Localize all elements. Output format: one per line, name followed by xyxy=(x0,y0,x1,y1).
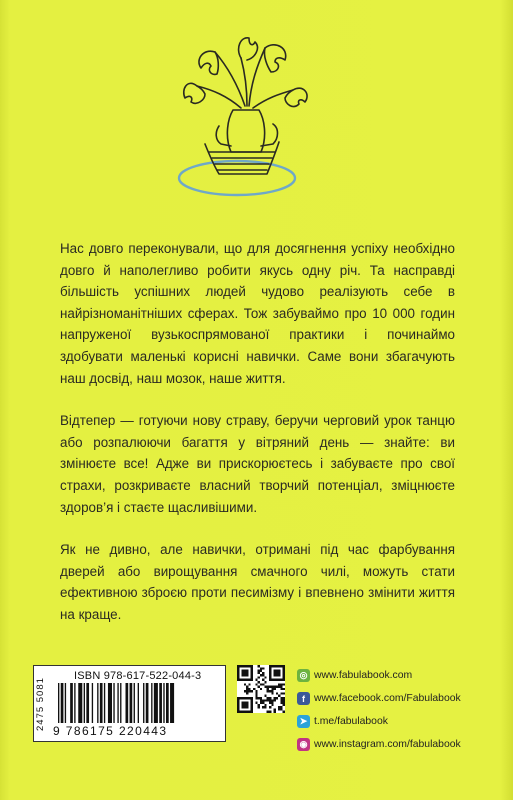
side-code: 2475 5081 xyxy=(35,677,46,731)
ean-digits: 9 786175 220443 xyxy=(53,724,168,738)
link-instagram[interactable] xyxy=(297,733,461,756)
globe-icon: ◎ xyxy=(297,669,310,682)
blurb-paragraph-1: Нас довго переконували, що для досягнення успіху необхідно довго й наполегливо робити якусь одну річ. Та насправді більшість успішних людей чудово реалізують себе в найрізноманітніших сферах. Тож забуваймо про 10 000 годин напруженої вузькоспрямованої практики і починаймо здобувати маленькі корисні навички. Саме вони збагачують наш досвід, наш мозок, наше життя. xyxy=(60,241,455,386)
link-instagram-text[interactable]: www.instagram.com/fabulabook xyxy=(314,739,461,750)
qr-code[interactable] xyxy=(237,665,285,713)
link-facebook-text[interactable]: www.facebook.com/Fabulabook xyxy=(314,693,461,704)
contact-links xyxy=(297,664,461,756)
link-facebook[interactable] xyxy=(297,687,461,710)
plant-illustration xyxy=(175,28,315,208)
link-website-text[interactable]: www.fabulabook.com xyxy=(314,670,413,681)
barcode-label xyxy=(33,665,226,742)
telegram-icon: ➤ xyxy=(297,715,310,728)
link-telegram-text[interactable]: t.me/fabulabook xyxy=(314,716,388,727)
isbn-text: ISBN 978-617-522-044-3 xyxy=(74,670,202,682)
facebook-icon: f xyxy=(297,692,310,705)
link-website[interactable] xyxy=(297,664,461,687)
blurb-paragraph-3: Як не дивно, але навички, отримані під час фарбування дверей або вирощування смачного чилі, можуть стати ефективною зброєю проти песимізму і впевнено змінити життя на краще. xyxy=(60,542,455,622)
back-cover-blurb xyxy=(60,238,455,647)
blurb-paragraph-2: Відтепер — готуючи нову страву, беручи черговий урок танцю або розпалюючи багаття у вітряний день — знайте: ви змінюєте все! Адже ви прискорюєтесь і забуваєте про свої страхи, розкриваєте власний творчий потенціал, зміцнюєте здоров’я і стаєте щасливішими. xyxy=(60,413,455,515)
barcode-bars xyxy=(58,683,218,723)
instagram-icon: ◉ xyxy=(297,738,310,751)
link-telegram[interactable] xyxy=(297,710,461,733)
